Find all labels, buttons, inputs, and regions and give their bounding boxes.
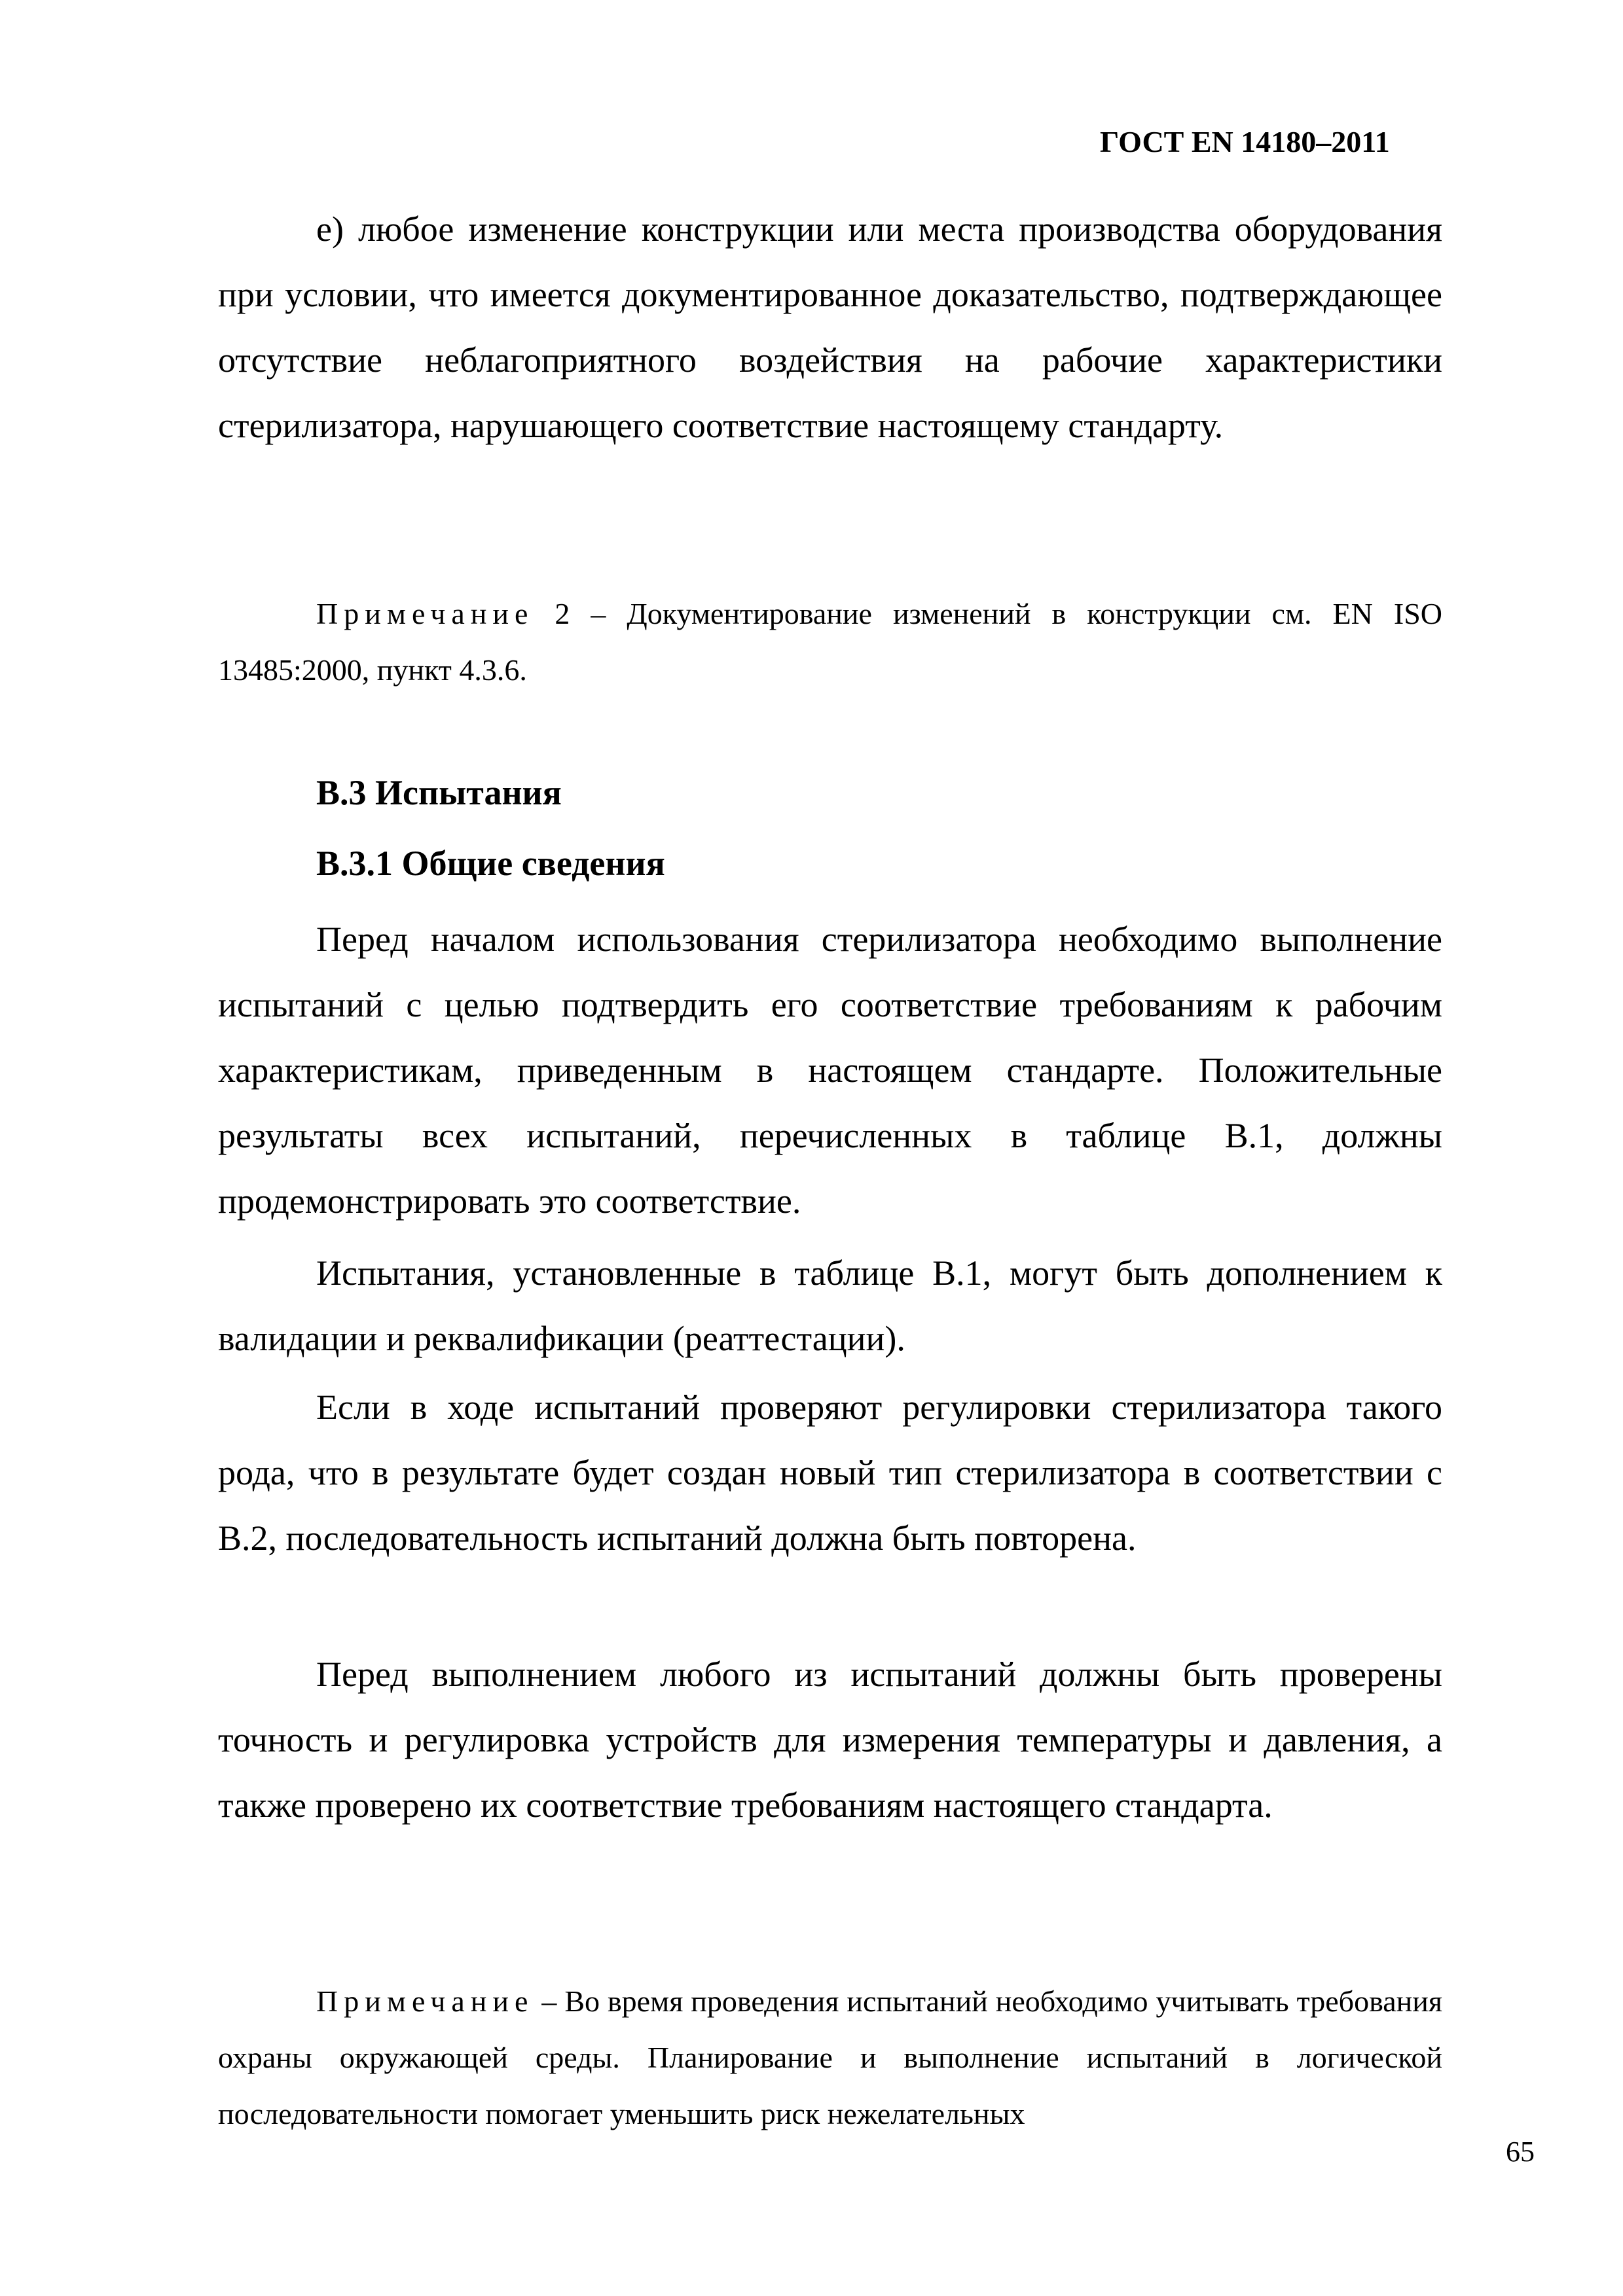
section-heading-b31: B.3.1 Общие сведения [316,844,665,883]
paragraph-item-e: е) любое изменение конструкции или места производства оборудования при условии, что имеется документированное доказательство, подтверждающее отсутствие неблагоприятного воздействия на рабочие характеристики стерилизатора, нарушающего соответствие настоящему стандарту. [218,209,1442,445]
note-label: Примечание [316,597,534,630]
note-text: 2 – Документирование изменений в конструкции см. EN ISO 13485:2000, пункт 4.3.6. [218,597,1442,687]
page-number: 65 [1506,2136,1535,2168]
note-label: Примечание [316,1984,534,2018]
document-header: ГОСТ EN 14180–2011 [1100,125,1390,158]
note-2 [218,586,1442,698]
paragraph-general-3: Если в ходе испытаний проверяют регулировки стерилизатора такого рода, что в результате будет создан новый тип стерилизатора в соответствии с B.2, последовательность испытаний должна быть повторена. [218,1388,1442,1558]
section-heading-b3: B.3 Испытания [316,773,562,812]
note-environment [218,1973,1442,2142]
paragraph-general-4: Перед выполнением любого из испытаний должны быть проверены точность и регулировка устройств для измерения температуры и давления, а также проверено их соответствие требованиям настоящего стандарта. [218,1655,1442,1825]
paragraph-general-1: Перед началом использования стерилизатора необходимо выполнение испытаний с целью подтвердить его соответствие требованиям к рабочим характеристикам, приведенным в настоящем стандарте. Положительные результаты всех испытаний, перечисленных в таблице B.1, должны продемонстрировать это соответствие. [218,920,1442,1221]
paragraph-general-2: Испытания, установленные в таблице B.1, могут быть дополнением к валидации и реквалификации (реаттестации). [218,1253,1442,1358]
note-text: – Во время проведения испытаний необходимо учитывать требования охраны окружающей среды. Планирование и выполнение испытаний в логической последовательности помогает уменьшить риск нежелательных [218,1984,1442,2130]
